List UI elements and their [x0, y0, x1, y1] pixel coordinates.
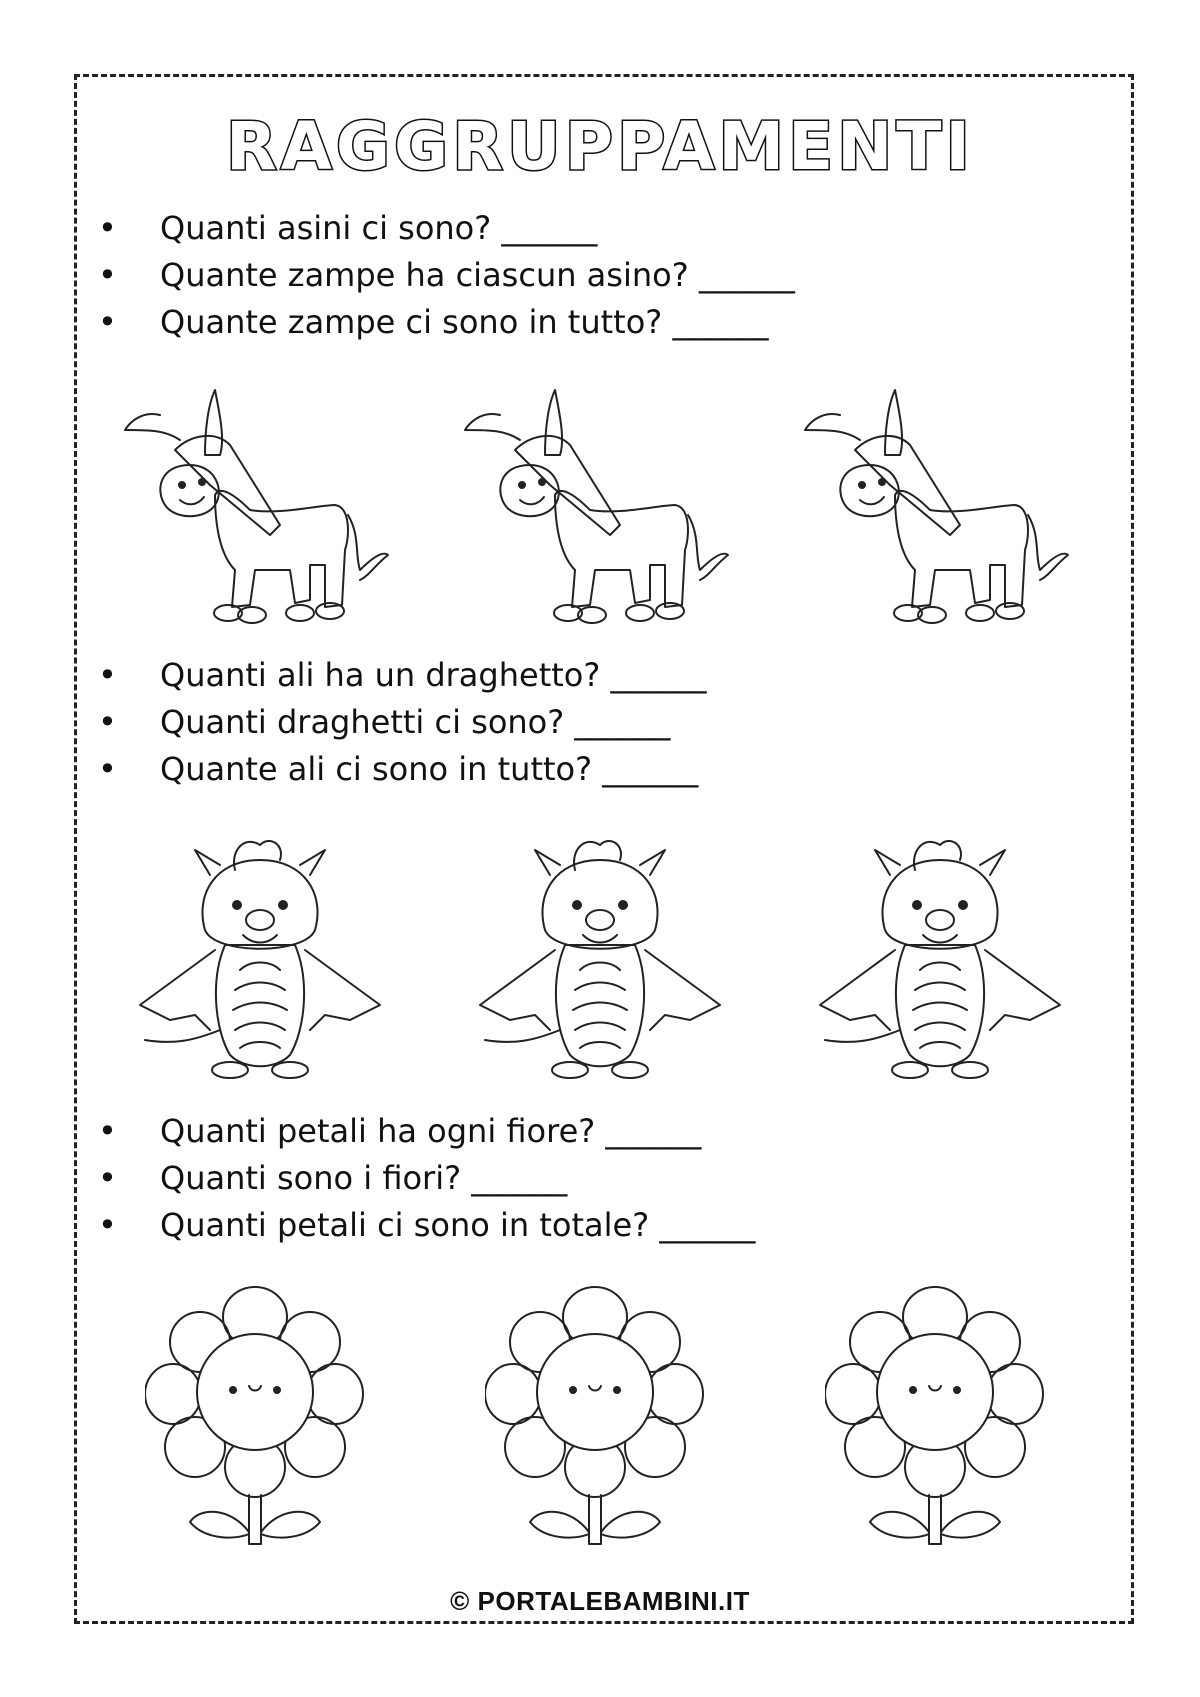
donkey-icon [120, 385, 390, 635]
question-list-dragons [0, 652, 707, 793]
donkey-row [100, 385, 1100, 645]
flower-icon [145, 1282, 365, 1552]
question-item: • Quanti sono i fiori? ______ [0, 1155, 755, 1202]
donkey-icon [460, 385, 730, 635]
question-item: • Quante zampe ha ciascun asino? ______ [0, 252, 795, 299]
question-item: • Quanti petali ha ogni fiore? ______ [0, 1108, 755, 1155]
donkey-icon [800, 385, 1070, 635]
flower-icon [825, 1282, 1045, 1552]
question-item: • Quanti draghetti ci sono? ______ [0, 699, 707, 746]
question-list-donkeys [0, 205, 795, 346]
copyright-footer: © PORTALEBAMBINI.IT [450, 1586, 750, 1616]
question-item: • Quante ali ci sono in tutto? ______ [0, 746, 707, 793]
flower-row [100, 1282, 1100, 1542]
question-item: • Quanti petali ci sono in totale? ______ [0, 1202, 755, 1249]
page-title: RAGGRUPPAMENTI [225, 108, 974, 185]
dragon-row [100, 830, 1100, 1090]
question-item: • Quanti asini ci sono? ______ [0, 205, 795, 252]
dragon-icon [135, 830, 385, 1090]
question-list-flowers [0, 1108, 755, 1249]
dragon-icon [815, 830, 1065, 1090]
question-item: • Quanti ali ha un draghetto? ______ [0, 652, 707, 699]
question-item: • Quante zampe ci sono in tutto? ______ [0, 299, 795, 346]
dragon-icon [475, 830, 725, 1090]
flower-icon [485, 1282, 705, 1552]
